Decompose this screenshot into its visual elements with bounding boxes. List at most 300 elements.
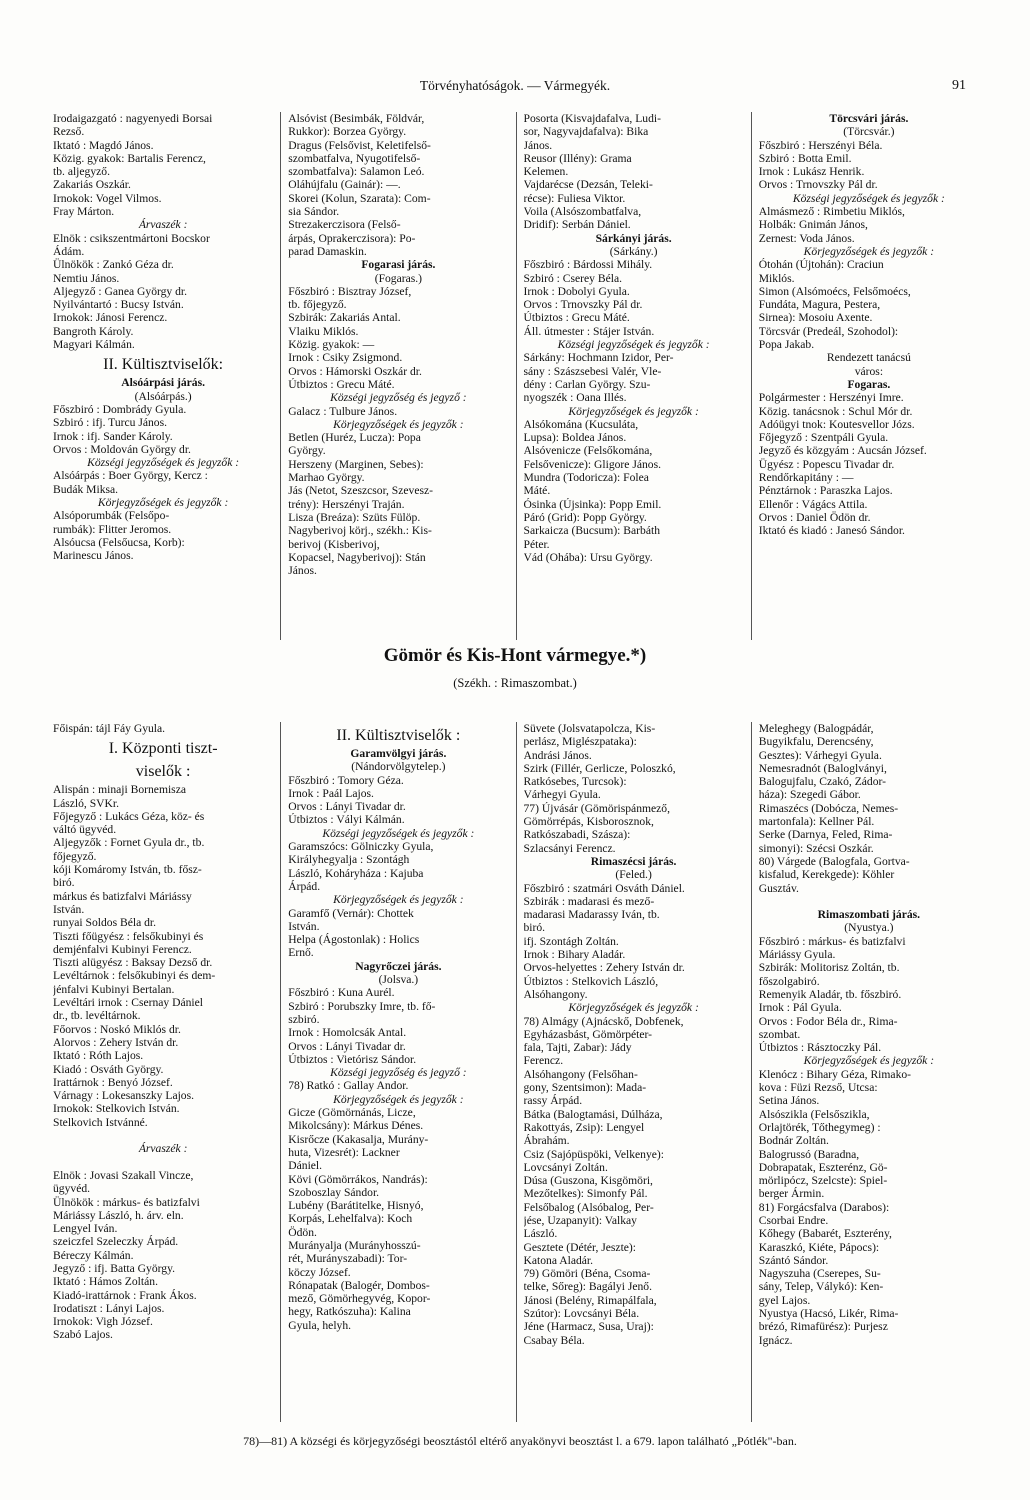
text-line: Remenyik Aladár, tb. főszbiró. — [758, 987, 902, 1001]
text-line: Felsőbalog (Alsóbalog, Per- — [523, 1200, 654, 1214]
text-line: Bugyikfalu, Derencsény, — [758, 735, 874, 749]
text-line: Miklós. — [758, 271, 795, 285]
text-line: Körjegyzőségek és jegyzők : — [333, 893, 464, 907]
text-line: sia Sándor. — [288, 205, 340, 219]
text-line: dr., tb. levéltárnok. — [53, 1009, 141, 1023]
text-line: Fray Márton. — [53, 205, 115, 219]
text-line: (Sárkány.) — [609, 244, 658, 258]
text-line: Nagyberivoj körj., székh.: Kis- — [288, 524, 432, 538]
text-line: Sárkány: Hochmann Izidor, Per- — [523, 351, 674, 365]
text-line: Ellenőr : Vágács Attila. — [758, 497, 868, 511]
text-line: Helpa (Ágostonlak) : Holics — [288, 933, 420, 947]
top-column-3 — [516, 112, 751, 640]
text-line: Vlaiku Miklós. — [288, 324, 359, 338]
text-line — [53, 1156, 273, 1169]
text-line: Gyula, helyh. — [288, 1318, 352, 1332]
text-line: Főszbiró : Bisztray József, — [288, 284, 412, 298]
text-line: Ernő. — [288, 946, 314, 960]
bottom-columns — [46, 722, 986, 1422]
text-line: Süvete (Jolsvatapolcza, Kis- — [523, 722, 656, 735]
text-line: Lupsa): Boldea János. — [523, 431, 627, 445]
text-line: váltó ügyvéd. — [53, 823, 117, 837]
text-line: Nemtiu János. — [53, 271, 120, 285]
text-line: Ábrahám. — [523, 1134, 570, 1148]
text-line: I. Központi tiszt- — [108, 740, 218, 758]
text-line: ügyvéd. — [53, 1182, 91, 1196]
section-subtitle: (Székh. : Rimaszombat.) — [453, 676, 577, 690]
text-line: Nemesradnót (Baloglványi, — [758, 761, 887, 775]
text-line: László. — [523, 1227, 558, 1241]
text-line: Alsóucsa (Felsőucsa, Korb): — [53, 535, 185, 549]
text-line: nyogszék : Oana Illés. — [523, 391, 627, 405]
text-line: ifj. Szontágh Zoltán. — [523, 934, 619, 948]
text-line: Alorvos : Zehery István dr. — [53, 1035, 179, 1049]
text-line: rassy Árpád. — [523, 1094, 583, 1108]
text-line: Irnok : Paál Lajos. — [288, 786, 374, 800]
text-line: Alispán : minaji Bornemisza — [53, 783, 186, 797]
text-line: viselők : — [135, 763, 191, 781]
text-line: Jéne (Harmacz, Susa, Uraj): — [523, 1320, 654, 1334]
text-line: 78) Almágy (Ajnácskő, Dobfenek, — [523, 1014, 684, 1028]
text-line: Almásmező : Rimbetiu Miklós, — [758, 205, 905, 219]
top-columns — [46, 112, 986, 640]
text-line: Ósinka (Újsinka): Popp Emil. — [523, 497, 662, 511]
text-line: Máté. — [523, 484, 551, 498]
text-line: sány : Szászsebesi Valér, Vle- — [523, 364, 662, 378]
text-line: Simon (Alsómoécs, Felsőmoécs, — [758, 284, 911, 298]
text-line: Szoboszlay Sándor. — [288, 1185, 380, 1199]
text-line: Voila (Alsószombatfalva, — [523, 205, 642, 219]
text-line: Alsóárpás : Boer György, Kercz : — [53, 469, 208, 483]
text-line: Szbirák: Zakariás Antal. — [288, 311, 401, 325]
text-line: Rezső. — [53, 125, 85, 139]
text-line: Közig. tanácsnok : Schul Mór dr. — [758, 404, 913, 418]
top-column-1 — [46, 112, 280, 640]
text-line: Zernest: Voda János. — [758, 231, 855, 245]
text-line: Fogaras. — [847, 377, 891, 391]
text-line: Szbiró : Cserey Béla. — [523, 271, 623, 285]
text-line: köczy József. — [288, 1265, 351, 1279]
top-column-2 — [280, 112, 515, 640]
text-line: Lubény (Barátitelke, Hisnyó, — [288, 1199, 424, 1213]
text-line: II. Kültisztviselők : — [336, 727, 461, 744]
text-line: város: — [854, 364, 884, 378]
text-line: Galacz : Tulbure János. — [288, 404, 398, 418]
text-line: Nagyrőczei járás. — [355, 959, 442, 973]
text-line: Dridif): Serbán Dániel. — [523, 218, 631, 232]
text-line: Csorbai Endre. — [758, 1213, 829, 1227]
text-line: Fogarasi járás. — [361, 258, 436, 272]
text-line: Királyhegyalja : Szontágh — [288, 853, 410, 867]
text-line: Rimaszécs (Dobócza, Nemes- — [758, 801, 899, 815]
text-line: gony, Szentsimon): Mada- — [523, 1081, 647, 1095]
text-line: Béreczy Kálmán. — [53, 1248, 134, 1262]
text-line: Budák Miksa. — [53, 482, 119, 496]
text-line: demjénfalvi Kubinyi Ferencz. — [53, 942, 192, 956]
text-line: Várnagy : Lokesanszky Lajos. — [53, 1089, 195, 1103]
text-line: Levéltári irnok : Csernay Dániel — [53, 996, 204, 1010]
text-line: Főszbiró : Dombrády Gyula. — [53, 402, 187, 416]
text-line: Stelkovich Istvánné. — [53, 1115, 148, 1129]
text-line: Körjegyzőségek és jegyzők : — [333, 417, 464, 431]
text-line: Szlacsányi Ferencz. — [523, 841, 616, 855]
text-line: Községi jegyzőségek és jegyzők : — [557, 338, 710, 352]
text-line: Strezakerczisora (Felső- — [288, 218, 401, 232]
text-line: Községi jegyzőség és jegyző : — [330, 1066, 467, 1080]
text-line: Alsóvist (Besimbák, Földvár, — [288, 112, 425, 125]
text-line: runyai Soldos Béla dr. — [53, 916, 157, 930]
bottom-column-2 — [280, 722, 515, 1422]
text-line: László, Koháryháza : Kajuba — [288, 866, 424, 880]
text-line: Szirk (Fillér, Gerlicze, Poloszkó, — [523, 761, 676, 775]
text-line: Ülnökök : Zankó Géza dr. — [53, 258, 174, 272]
text-line: szbiró. — [288, 1012, 320, 1026]
text-line: biró. — [53, 876, 75, 890]
text-line: berivoj (Kisberivoj, — [288, 537, 380, 551]
text-line: Szbiró : ifj. Turcu János. — [53, 416, 168, 430]
text-line: Gömörrépás, Kisborosznok, — [523, 815, 654, 829]
text-line: Ratkószabadi, Szászа): — [523, 828, 631, 842]
text-line: Főjegyző : Lukács Géza, köz- és — [53, 809, 205, 823]
text-line: Községi jegyzőségek és jegyzők : — [322, 826, 475, 840]
text-line: Jegyző és közgyám : Aucsán József. — [758, 444, 927, 458]
text-line: Irnokok: Jánosi Ferencz. — [53, 311, 168, 325]
text-line: Korpás, Lehelfalva): Koch — [288, 1212, 413, 1226]
text-line: Orvos-helyettes : Zehery István dr. — [523, 961, 685, 975]
text-line: Jás (Netot, Szeszcsor, Szevesz- — [288, 484, 433, 498]
text-line: Rendőrkapitány : — — [758, 471, 854, 485]
text-line: (Alsóárpás.) — [134, 389, 192, 403]
text-line: Iktató : Magdó János. — [53, 138, 154, 152]
text-line: Iktató : Róth Lajos. — [53, 1049, 144, 1063]
text-line: Iktató és kiadó : Janesó Sándor. — [758, 524, 905, 538]
text-line: Szbiró : Botta Emil. — [758, 151, 852, 165]
text-line: tb. aljegyző. — [53, 165, 110, 179]
page-header — [0, 74, 1030, 100]
text-line: Oláhújfalu (Gainár): —. — [288, 178, 401, 192]
text-line: Klenócz : Bihary Géza, Rimako- — [758, 1067, 912, 1081]
text-line: Dobrapatak, Eszterénz, Gö- — [758, 1160, 888, 1174]
text-line: Popa Jakab. — [758, 338, 815, 352]
text-line: huta, Vizesrét): Lackner — [288, 1145, 400, 1159]
text-line: Áll. útmester : Stájer István. — [523, 324, 655, 338]
text-line: Irnokok: Stelkovich István. — [53, 1102, 180, 1116]
text-line: Orvos : Fodor Béla dr., Rima- — [758, 1014, 898, 1028]
text-line: Pénztárnok : Paraszka Lajos. — [758, 484, 893, 498]
text-line: Setina János. — [758, 1094, 820, 1108]
text-line: szombat. — [758, 1027, 801, 1041]
text-line: Szútor): Lovcsányi Béla. — [523, 1307, 640, 1321]
text-line: Körjegyzőségek és jegyzők : — [803, 244, 935, 258]
text-line: Polgármester : Herszényi Imre. — [758, 391, 904, 405]
text-line: Zakariás Oszkár. — [53, 178, 131, 192]
text-line: (Feled.) — [615, 868, 652, 882]
text-line: Máriássy Gyula. — [758, 948, 836, 962]
text-line: Csiz (Sajópüspöki, Velkenye): — [523, 1147, 665, 1161]
text-line: Csabay Béla. — [523, 1333, 585, 1347]
text-line: Irnok : ifj. Sander Károly. — [53, 429, 173, 443]
text-line: Jegyző : ifj. Batta György. — [53, 1261, 176, 1275]
text-line: Aljegyző : Ganea György dr. — [53, 284, 188, 298]
text-line: Közig. gyakok: — — [288, 338, 375, 352]
text-line: Törcsvári járás. — [829, 112, 909, 125]
text-line: Mundra (Todoricza): Folea — [523, 471, 649, 485]
text-line: Balogujfalu, Czakó, Zádor- — [758, 775, 887, 789]
text-line: Irodaigazgató : nagyenyedi Borsai — [53, 112, 213, 125]
text-line: Meleghegy (Balogpádár, — [758, 722, 874, 735]
text-line: Sirnea): Mosoiu Axente. — [758, 311, 873, 325]
text-line: Andrási János. — [523, 748, 592, 762]
text-line: Körjegyzőségek és jegyzők : — [97, 496, 229, 510]
text-line: dény : Carlan György. Szu- — [523, 377, 651, 391]
footnote: 78)—81) A községi és körjegyzőségi beosztástól eltérő anyakönyvi beosztást l. a 679. lapon található „Pótlék"-ban. — [243, 1434, 797, 1448]
text-line: Útbiztos : Vietórisz Sándor. — [288, 1052, 417, 1066]
text-line: perlász, Miglészpataka): — [523, 735, 637, 749]
text-line: Péter. — [523, 537, 550, 551]
text-line: Orvos : Moldován György dr. — [53, 442, 191, 456]
text-line: rét, Murányszabadi): Tor- — [288, 1252, 408, 1266]
text-line: Ferencz. — [523, 1054, 564, 1068]
text-line: szombatfalva): Salamon Leó. — [288, 165, 425, 179]
text-line: Fundáta, Magura, Pestera, — [758, 298, 881, 312]
text-line: Garamfő (Vernár): Chottek — [288, 906, 414, 920]
text-line: László, SVKr. — [53, 796, 120, 810]
text-line: Ülnökök : márkus- és batizfalvi — [53, 1195, 200, 1209]
text-line: Bátka (Balogtamási, Dúlháza, — [523, 1107, 663, 1121]
text-line: telke, Sőreg): Bagályi Jenő. — [523, 1280, 652, 1294]
text-line: árpás, Oprakerczisora): Po- — [288, 231, 416, 245]
text-line: Körjegyzőségek és jegyzők : — [568, 1001, 699, 1015]
text-line: Gesztes): Várhegyi Gyula. — [758, 748, 882, 762]
text-line: Lengyel Iván. — [53, 1222, 118, 1236]
text-line: Irodatiszt : Lányi Lajos. — [53, 1301, 165, 1315]
text-line: Árvaszék : — [138, 1142, 188, 1156]
text-line: Főispán: tájl Fáy Gyula. — [53, 722, 166, 735]
text-line: récse): Fuliesa Viktor. — [523, 191, 626, 205]
text-line: Betlen (Huréz, Lucza): Popa — [288, 431, 421, 445]
text-line: Elnök : csikszentmártoni Bocskor — [53, 231, 210, 245]
text-line: Serke (Darnya, Feled, Rima- — [758, 828, 893, 842]
text-line: Útbiztos : Grecu Máté. — [523, 311, 630, 325]
text-line: madarasi Madarassy Iván, tb. — [523, 908, 660, 922]
text-line: Dúsa (Guszona, Kisgömöri, — [523, 1174, 653, 1188]
text-line: Dániel. — [288, 1159, 323, 1173]
text-line: Alsóárpási járás. — [121, 376, 205, 390]
text-line: szombatfalva, Nyugotifelső- — [288, 151, 421, 165]
text-line: trény): Herszényi Traján. — [288, 497, 405, 511]
text-line: parad Damaskin. — [288, 244, 367, 258]
text-line: kóji Komáromy István, tb. fősz- — [53, 863, 202, 877]
text-line: Marhao György. — [288, 471, 365, 485]
text-line: Nagyszuha (Cserepes, Su- — [758, 1267, 881, 1281]
text-line: Főjegyző : Szentpáli Gyula. — [758, 431, 889, 445]
text-line: 78) Ratkó : Gallay Andor. — [288, 1079, 409, 1093]
text-line: Útbiztos : Vályi Kálmán. — [288, 813, 405, 827]
text-line: Irnok : Homolcsák Antal. — [288, 1026, 407, 1040]
text-line: Főszbiró : szatmári Osváth Dániel. — [523, 881, 685, 895]
text-line: Kiadó : Osváth György. — [53, 1062, 164, 1076]
text-line: János. — [523, 138, 553, 152]
text-line: Lovcsányi Zoltán. — [523, 1160, 608, 1174]
text-line: Körjegyzőségek és jegyzők : — [568, 404, 699, 418]
text-line: Várhegyi Gyula. — [523, 788, 601, 802]
text-line: II. Kültisztviselők: — [103, 356, 224, 374]
text-line: Főszbiró : márkus- és batizfalvi — [758, 934, 906, 948]
text-line: Szbirák: Molitorisz Zoltán, tb. — [758, 961, 900, 975]
text-line: Alsószikla (Felsőszikla, — [758, 1107, 870, 1121]
text-line — [759, 895, 979, 908]
text-line: Iktató : Hámos Zoltán. — [53, 1275, 158, 1289]
text-line: Kopacsel, Nagyberivoj): Stán — [288, 550, 426, 564]
text-line: Katona Aladár. — [523, 1253, 594, 1267]
text-line: kisfalud, Kerekgede): Köhler — [758, 868, 895, 882]
text-line: Törcsvár (Predeál, Szohodol): — [758, 324, 899, 338]
text-line: Egyházasbást, Gömörpéter- — [523, 1027, 653, 1041]
text-line: Orvos : Lányi Tivadar dr. — [288, 800, 406, 814]
text-line: Karaszkó, Kiéte, Pápocs): — [758, 1240, 880, 1254]
text-line: Főszbiró : Herszényi Béla. — [758, 138, 883, 152]
text-line: Ödön. — [288, 1225, 317, 1239]
text-line: Marinescu János. — [53, 549, 134, 563]
text-line: Ótohán (Újtohán): Craciun — [758, 258, 884, 272]
text-line: Gicze (Gömörnánás, Licze, — [288, 1106, 416, 1120]
text-line: Máriássy László, h. árv. eln. — [53, 1208, 184, 1222]
text-line: Balogrussó (Baradna, — [758, 1147, 860, 1161]
bottom-column-3 — [516, 722, 751, 1422]
text-line: Aljegyzők : Fornet Gyula dr., tb. — [53, 836, 205, 850]
text-line: Ignácz. — [758, 1333, 793, 1347]
text-line: Szántó Sándor. — [758, 1253, 829, 1267]
text-line: Irnokok: Vigh József. — [53, 1315, 153, 1329]
text-line: Orvos : Lányi Tivadar dr. — [288, 1039, 406, 1053]
text-line: Körjegyzőségek és jegyzők : — [803, 1054, 935, 1068]
text-line: Sárkányi járás. — [595, 231, 672, 245]
text-line: Irnok : Dobolyi Gyula. — [523, 284, 630, 298]
text-line — [53, 1129, 273, 1142]
text-line: Körjegyzőségek és jegyzők : — [333, 1092, 464, 1106]
text-line: Vád (Ohába): Ursu György. — [523, 550, 653, 564]
text-line: Kiadó-irattárnok : Frank Ákos. — [53, 1288, 197, 1302]
bottom-column-4 — [751, 722, 986, 1422]
text-line: Irnok : Lukász Henrik. — [758, 165, 865, 179]
text-line: (Törcsvár.) — [843, 125, 895, 139]
text-line: Alsóhangony (Felsőhan- — [523, 1067, 638, 1081]
text-line: mező, Gömörhegyvég, Kopor- — [288, 1292, 431, 1306]
text-line: márkus és batizfalvi Máriássy — [53, 889, 192, 903]
text-line: Ratkósebes, Turcsok): — [523, 775, 627, 789]
text-line: főjegyző. — [53, 849, 97, 863]
text-line: Útbiztos : Rásztoczky Pál. — [758, 1041, 882, 1055]
text-line: Gesztete (Détér, Jeszte): — [523, 1240, 637, 1254]
text-line: Kelemen. — [523, 165, 569, 179]
text-line: főszolgabiró. — [758, 974, 820, 988]
text-line: rumbák): Flitter Jeromos. — [53, 522, 172, 536]
text-line: Alsóhangony. — [523, 987, 588, 1001]
text-line: Felsővenicze): Gligore János. — [523, 457, 661, 471]
text-line: Levéltárnok : felsőkubinyi és dem- — [53, 969, 216, 983]
text-line: kova : Füzi Rezső, Utcsa: — [758, 1081, 878, 1095]
text-line: Irnok : Bihary Aladár. — [523, 948, 626, 962]
text-line: Rimaszombati járás. — [817, 908, 921, 922]
text-line: Községi jegyzőségek és jegyzők : — [87, 456, 240, 470]
text-line: Közig. gyakok: Bartalis Ferencz, — [53, 151, 206, 165]
text-line: Orvos : Trnovszky Pál dr. — [523, 298, 643, 312]
text-line: Főszbiró : Kuna Aurél. — [288, 986, 395, 1000]
text-line: Ádám. — [53, 244, 85, 258]
text-line: tb. főjegyző. — [288, 298, 347, 312]
text-line: Garamszócs: Gölniczky Gyula, — [288, 840, 434, 854]
text-line: Magyari Kálmán. — [53, 338, 135, 352]
text-line: Árvaszék : — [138, 218, 188, 232]
text-line: Gusztáv. — [758, 881, 799, 895]
text-line: Garamvölgyi járás. — [350, 747, 447, 760]
text-line: Páró (Grid): Popp György. — [523, 510, 647, 524]
text-line: simonyi): Szécsi Oszkár. — [758, 841, 874, 855]
text-line: Rónapatak (Balogér, Dombos- — [288, 1278, 430, 1292]
text-line: Orlajtörék, Tőthegymeg) : — [758, 1120, 881, 1134]
text-line: Kövi (Gömörrákos, Nandrás): — [288, 1172, 428, 1186]
text-line: Főorvos : Noskó Miklós dr. — [53, 1022, 181, 1036]
text-line: István. — [288, 919, 320, 933]
text-line: Főszbiró : Bárdossi Mihály. — [523, 258, 653, 272]
text-line: Ügyész : Popescu Tivadar dr. — [758, 457, 895, 471]
text-line: (Fogaras.) — [374, 271, 423, 285]
text-line: Kisrőcze (Kakasalja, Murány- — [288, 1132, 429, 1146]
text-line: Irnok : Pál Gyula. — [758, 1001, 842, 1015]
text-line: Szabó Lajos. — [53, 1328, 113, 1342]
text-line: fala, Tajti, Zabar): Jády — [523, 1041, 632, 1055]
text-line: Irattárnok : Benyó József. — [53, 1075, 173, 1089]
text-line: (Nándorvölgytelep.) — [351, 760, 446, 774]
text-line: Rakottyás, Zsip): Lengyel — [523, 1120, 645, 1134]
text-line: mörlipócz, Szelcste): Spiel- — [758, 1174, 888, 1188]
text-line: Kőhegy (Babarét, Eszterény, — [758, 1227, 892, 1241]
text-line: berger Ármin. — [758, 1187, 825, 1201]
text-line: Irnok : Csiky Zsigmond. — [288, 351, 403, 365]
text-line: Irnokok: Vogel Vilmos. — [53, 191, 162, 205]
text-line: jénfalvi Kubinyi Bertalan. — [53, 982, 175, 996]
text-line: Községi jegyzőségek és jegyzők : — [792, 191, 945, 205]
text-line: sány, Telep, Válykó): Ken- — [758, 1280, 884, 1294]
text-line: Rendezett tanácsú — [826, 351, 911, 365]
text-line: 81) Forgácsfalva (Darabos): — [758, 1200, 890, 1214]
text-line: Murányalja (Murányhosszú- — [288, 1238, 421, 1252]
text-line: hegy, Ratkószuha): Kalina — [288, 1305, 411, 1319]
text-line: 80) Várgede (Balogfala, Gortva- — [758, 854, 910, 868]
text-line: sor, Nagyvajdafalva): Bika — [523, 125, 649, 139]
running-head: Törvényhatóságok. — Vármegyék. — [419, 78, 611, 93]
page-number: 91 — [952, 78, 966, 93]
text-line: Elnök : Jovasi Szakall Vincze, — [53, 1168, 194, 1182]
text-line: Rukkor): Borzea György. — [288, 125, 407, 139]
text-line: Bodnár Zoltán. — [758, 1134, 829, 1148]
text-line: Mikolcsány): Márkus Dénes. — [288, 1119, 424, 1133]
bottom-column-1 — [46, 722, 280, 1422]
section-title: Gömör és Kis-Hont vármegye.*) — [383, 645, 647, 666]
text-line: Útbiztos : Stelkovich László, — [523, 974, 659, 988]
text-line: Dragus (Felsővist, Keletifelső- — [288, 138, 431, 152]
text-line: Sarkaicza (Bucsum): Barbáth — [523, 524, 660, 538]
text-line: Adóügyi tnok: Koutesvellor Józs. — [758, 417, 915, 431]
text-line: Nyilvántartó : Bucsy István. — [53, 298, 184, 312]
text-line: Alsóvenicze (Felsőkomána, — [523, 444, 653, 458]
text-line: Orvos : Daniel Ödön dr. — [758, 510, 871, 524]
text-line: 79) Gömöri (Béna, Csoma- — [523, 1267, 651, 1281]
text-line: Mezőtelkes): Simonfy Pál. — [523, 1187, 648, 1201]
text-line: Orvos : Trnovszky Pál dr. — [758, 178, 878, 192]
text-line: Herszeny (Marginen, Sebes): — [288, 457, 424, 471]
text-line: Posorta (Kisvajdafalva, Ludi- — [523, 112, 661, 125]
